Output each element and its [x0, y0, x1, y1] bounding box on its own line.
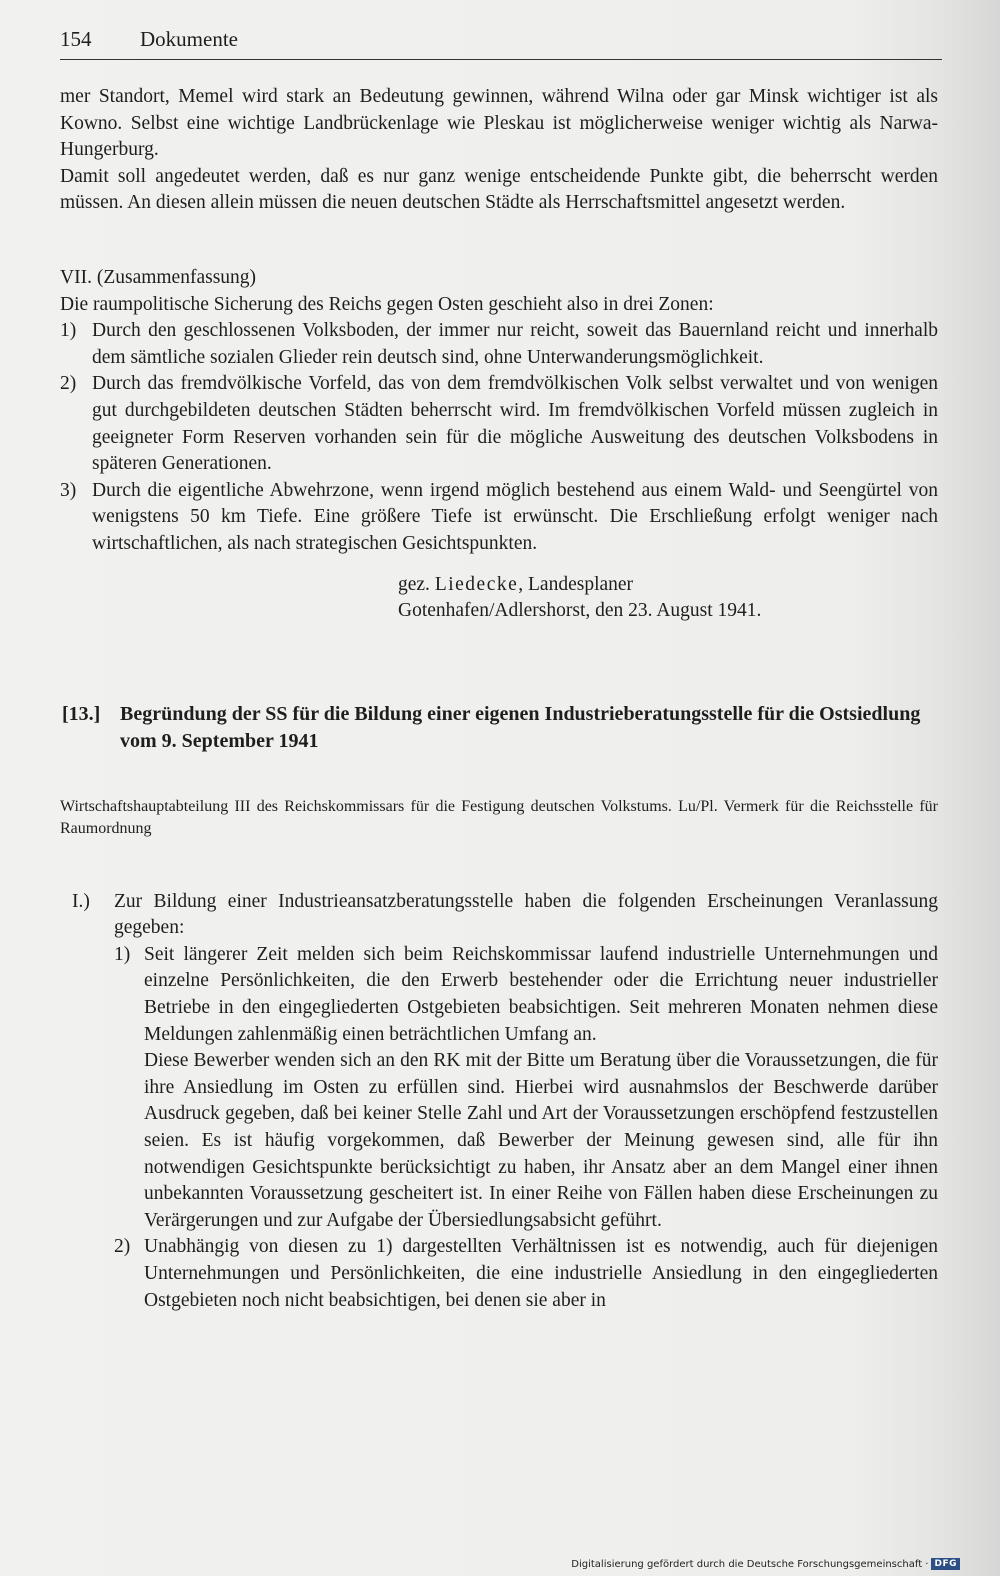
page-number: 154 — [60, 27, 92, 51]
list-text: Durch die eigentliche Abwehrzone, wenn irgend möglich bestehend aus einem Wald- und Seengürtel von wenigstens 50 km Tiefe. Eine größere Tiefe ist erwünscht. Die Erschließung erfolgt weniger nach wirtschaftlichen, als nach strategischen Gesichtspunkten. — [92, 479, 938, 554]
signature-place-date: Gotenhafen/Adlershorst, den 23. August 1941. — [398, 600, 762, 622]
list-item — [60, 318, 938, 371]
document-title — [62, 701, 938, 755]
header-rule — [60, 59, 942, 60]
paragraph: Damit soll angedeutet werden, daß es nur ganz wenige entscheidende Punkte gibt, die beherrscht werden müssen. An diesen allein müssen die neuen deutschen Städte als Herrschaftsmittel angesetzt werden. — [60, 165, 938, 214]
paragraph: mer Standort, Memel wird stark an Bedeutung gewinnen, während Wilna oder gar Minsk wichtiger ist als Kowno. Selbst eine wichtige Landbrückenlage wie Pleskau ist möglicherweise weniger wichtig als Narwa-Hungerburg. — [60, 86, 938, 161]
dfg-logo-icon: DFG — [931, 1558, 960, 1570]
signature-prefix: gez. — [398, 573, 430, 595]
section-intro: Die raumpolitische Sicherung des Reichs gegen Osten geschieht also in drei Zonen: — [60, 293, 714, 315]
section-heading: VII. (Zusammenfassung) — [60, 266, 257, 288]
paragraph: Unabhängig von diesen zu 1) dargestellten Verhältnissen ist es notwendig, auch für diejenigen Unternehmungen und Persönlichkeiten, die eine industrielle Ansiedlung in den eingegliederten Ostgebieten noch nicht beabsichtigen, bei denen sie aber in — [144, 1236, 938, 1311]
list-text: Durch das fremdvölkische Vorfeld, das von dem fremdvölkischen Volk selbst verwaltet und von wenigen gut durchgebildeten deutschen Städten beherrscht wird. Im fremdvölkischen Vorfeld müssen zugleich in geeigneter Form Reserven vorhanden sein für die mögliche Ausweitung des deutschen Volksbodens in späteren Generationen. — [92, 373, 938, 475]
page-content — [60, 84, 938, 1314]
paragraph: Diese Bewerber wenden sich an den RK mit der Bitte um Beratung über die Voraussetzungen, die für ihre Ansiedlung im Osten zu erfüllen sind. Hierbei wird ausnahmslos der Beschwerde darüber Ausdruck gegeben, daß bei keiner Stelle Zahl und Art der Voraussetzungen erschöpfend festzustellen seien. Es ist häufig vorgekommen, daß Bewerber der Meinung gewesen sind, alle für ihn notwendigen Gesichtspunkte berücksichtigt zu haben, ihr Ansatz aber an dem Mangel einer ihnen unbekannten Voraussetzung gescheitert ist. In einer Reihe von Fällen haben diese Erscheinungen zu Verärgerungen und zur Aufgabe der Übersiedlungsabsicht geführt. — [144, 1050, 938, 1231]
running-title: Dokumente — [140, 27, 238, 51]
sub-item-number: 1) — [114, 943, 131, 965]
document-source-note: Wirtschaftshauptabteilung III des Reichskommissars für die Festigung deutschen Volkstums. Lu/Pl. Vermerk für die Reichsstelle für Raumordnung — [60, 797, 938, 837]
list-item — [60, 371, 938, 477]
document-number: [13.] — [62, 702, 101, 725]
list-text: Durch den geschlossenen Volksboden, der immer nur reicht, soweit das Bauernland reicht und innerhalb dem sämtliche sozialen Glieder rein deutsch sind, ohne Unterwanderungsmöglichkeit. — [92, 320, 938, 368]
zone-list — [60, 318, 938, 557]
sub-item — [114, 1234, 938, 1314]
digitization-credit — [571, 1558, 960, 1570]
page-header — [60, 25, 940, 53]
document-title-text: Begründung der SS für die Bildung einer eigenen Industrieberatungsstelle für die Ostsiedlung vom 9. September 1941 — [120, 702, 921, 752]
credit-text: Digitalisierung gefördert durch die Deutsche Forschungsgemeinschaft · — [571, 1558, 929, 1570]
sub-item — [114, 942, 938, 1235]
section-intro: Zur Bildung einer Industrieansatzberatungsstelle haben die folgenden Erscheinungen Veranlassung gegeben: — [114, 890, 938, 939]
sub-item-number: 2) — [114, 1236, 131, 1258]
document-section — [60, 889, 938, 1315]
list-item — [60, 478, 938, 558]
section-number: I.) — [72, 890, 90, 912]
signature-line — [60, 572, 938, 599]
list-number: 3) — [60, 479, 77, 501]
list-number: 1) — [60, 320, 77, 342]
signatory-role: , Landesplaner — [518, 573, 634, 595]
paragraph: Seit längerer Zeit melden sich beim Reichskommissar laufend industrielle Unternehmungen und einzelne Persönlichkeiten, die den Erwerb bestehender oder die Errichtung neuer industrieller Betriebe in den eingegliederten Ostgebieten beabsichtigen. Seit mehreren Monaten nehmen diese Meldungen zahlenmäßig einen beträchtlichen Umfang an. — [144, 943, 938, 1045]
signatory-name: Liedecke — [434, 573, 519, 595]
list-number: 2) — [60, 373, 77, 395]
